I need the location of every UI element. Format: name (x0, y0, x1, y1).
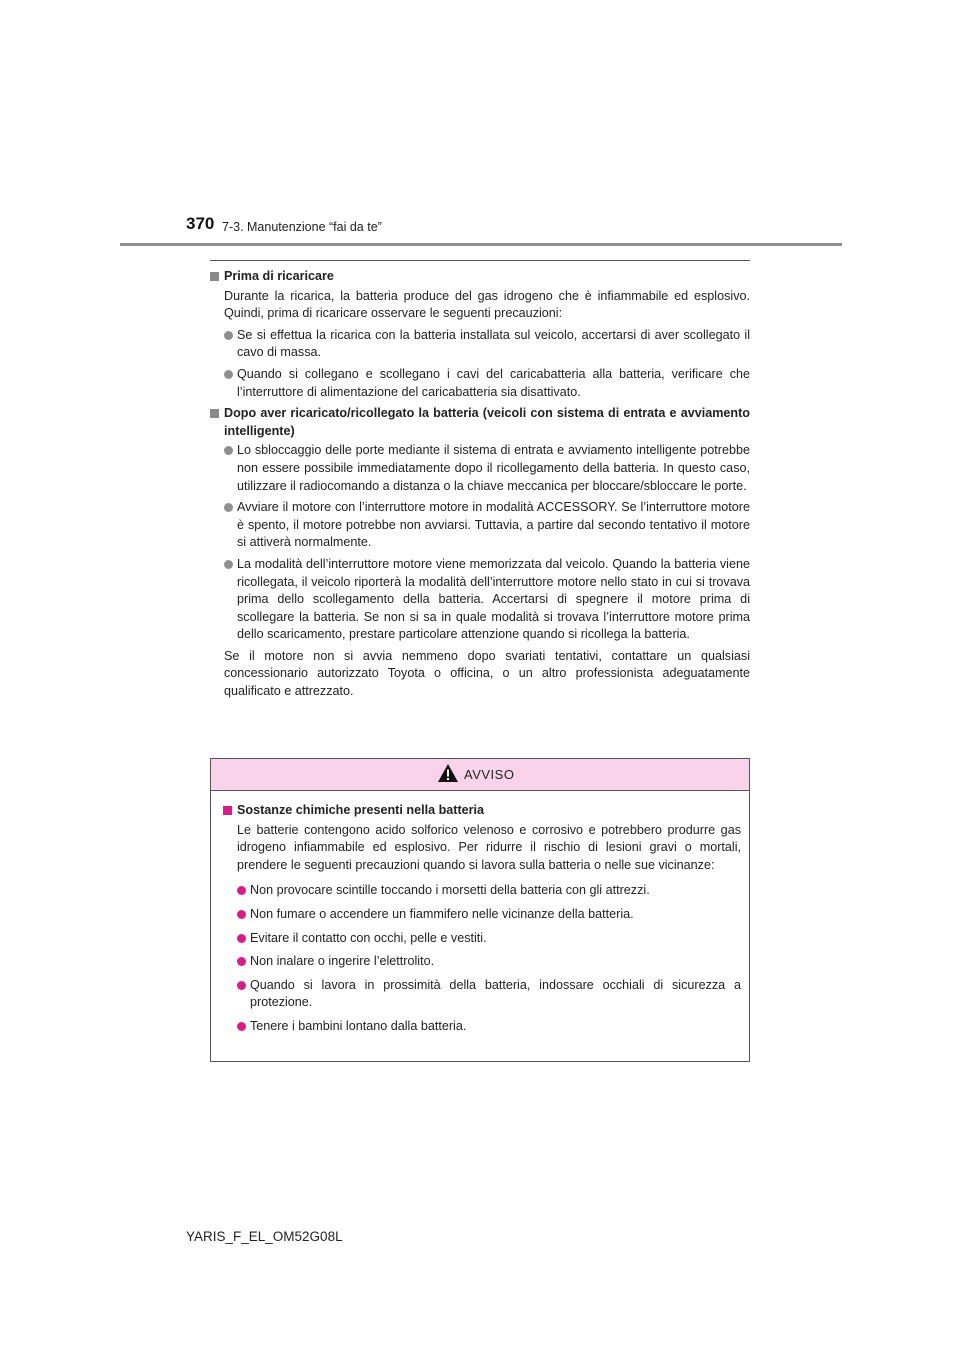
list-item: Non provocare scintille toccando i morsetti della batteria con gli attrezzi. (237, 882, 741, 900)
header-rule (120, 243, 842, 246)
list-item: La modalità dell’interruttore motore viene memorizzata dal veicolo. Quando la batteria viene ricollegata, il veicolo riporterà la modalità dell’interruttore motore nello stato in cui si trovava prima dello scollegamento della batteria. Accertarsi di spegnere il motore prima di scollegare la batteria. Se non si sa in quale modalità si trovava l’interruttore motore prima dello scaricamento, prestare particolare attenzione quando si ricollega la batteria. (224, 556, 750, 644)
list-item: Non inalare o ingerire l’elettrolito. (237, 953, 741, 971)
circle-bullet-icon (237, 910, 246, 919)
warning-paragraph: Le batterie contengono acido solforico velenoso e corrosivo e potrebbero produrre gas idrogeno infiammabile ed esplosivo. Per ridurre il rischio di lesioni gravi o mortali, prendere le seguenti precauzioni quando si lavora sulla batteria o nelle sue vicinanze: (237, 822, 741, 872)
circle-bullet-icon (224, 331, 233, 340)
circle-bullet-icon (224, 446, 233, 455)
circle-bullet-icon (237, 934, 246, 943)
content-top-rule (210, 260, 750, 261)
list-item: Avviare il motore con l’interruttore motore in modalità ACCESSORY. Se l’interruttore motore è spento, il motore potrebbe non avviarsi. Tuttavia, a partire dal secondo tentativo il motore si attiverà normalmente. (224, 499, 750, 552)
list-item: Tenere i bambini lontano dalla batteria. (237, 1018, 741, 1036)
list-item: Quando si lavora in prossimità della batteria, indossare occhiali di sicurezza a protezione. (237, 977, 741, 1012)
circle-bullet-icon (237, 981, 246, 990)
section-paragraph: Durante la ricarica, la batteria produce del gas idrogeno che è infiammabile ed esplosivo. Quindi, prima di ricaricare osservare le seguenti precauzioni: (224, 288, 750, 321)
section-title: 7-3. Manutenzione “fai da te” (222, 220, 382, 234)
warning-body (211, 791, 749, 1036)
closing-paragraph: Se il motore non si avvia nemmeno dopo svariati tentativi, contattare un qualsiasi concessionario autorizzato Toyota o officina, o un altro professionista adeguatamente qualificato e attrezzato. (224, 648, 750, 699)
warning-header (211, 759, 749, 791)
circle-bullet-icon (224, 503, 233, 512)
circle-bullet-icon (237, 957, 246, 966)
document-code: YARIS_F_EL_OM52G08L (186, 1229, 343, 1244)
circle-bullet-icon (224, 370, 233, 379)
circle-bullet-icon (224, 560, 233, 569)
circle-bullet-icon (237, 886, 246, 895)
circle-bullet-icon (237, 1022, 246, 1031)
list-item: Se si effettua la ricarica con la batteria installata sul veicolo, accertarsi di aver scollegato il cavo di massa. (224, 327, 750, 362)
list-item: Quando si collegano e scollegano i cavi del caricabatteria alla batteria, verificare che l’interruttore di alimentazione del caricabatteria sia disattivato. (224, 366, 750, 401)
warning-heading: Sostanze chimiche presenti nella batteria (223, 802, 741, 820)
warning-box (210, 758, 750, 1062)
square-bullet-icon (223, 806, 232, 815)
warning-triangle-icon (437, 763, 459, 783)
section-heading: Prima di ricaricare (210, 268, 750, 286)
page-number: 370 (186, 214, 215, 233)
section-heading: Dopo aver ricaricato/ricollegato la batteria (veicoli con sistema di entrata e avviamento intelligente) (210, 405, 750, 440)
square-bullet-icon (210, 272, 219, 281)
main-content (210, 268, 750, 705)
warning-title: AVVISO (464, 767, 515, 782)
list-item: Non fumare o accendere un fiammifero nelle vicinanze della batteria. (237, 906, 741, 924)
list-item: Lo sbloccaggio delle porte mediante il sistema di entrata e avviamento intelligente potrebbe non essere possibile immediatamente dopo il ricollegamento della batteria. In questo caso, utilizzare il radiocomando a distanza o la chiave meccanica per bloccare/sbloccare le porte. (224, 442, 750, 495)
square-bullet-icon (210, 409, 219, 418)
list-item: Evitare il contatto con occhi, pelle e vestiti. (237, 930, 741, 948)
